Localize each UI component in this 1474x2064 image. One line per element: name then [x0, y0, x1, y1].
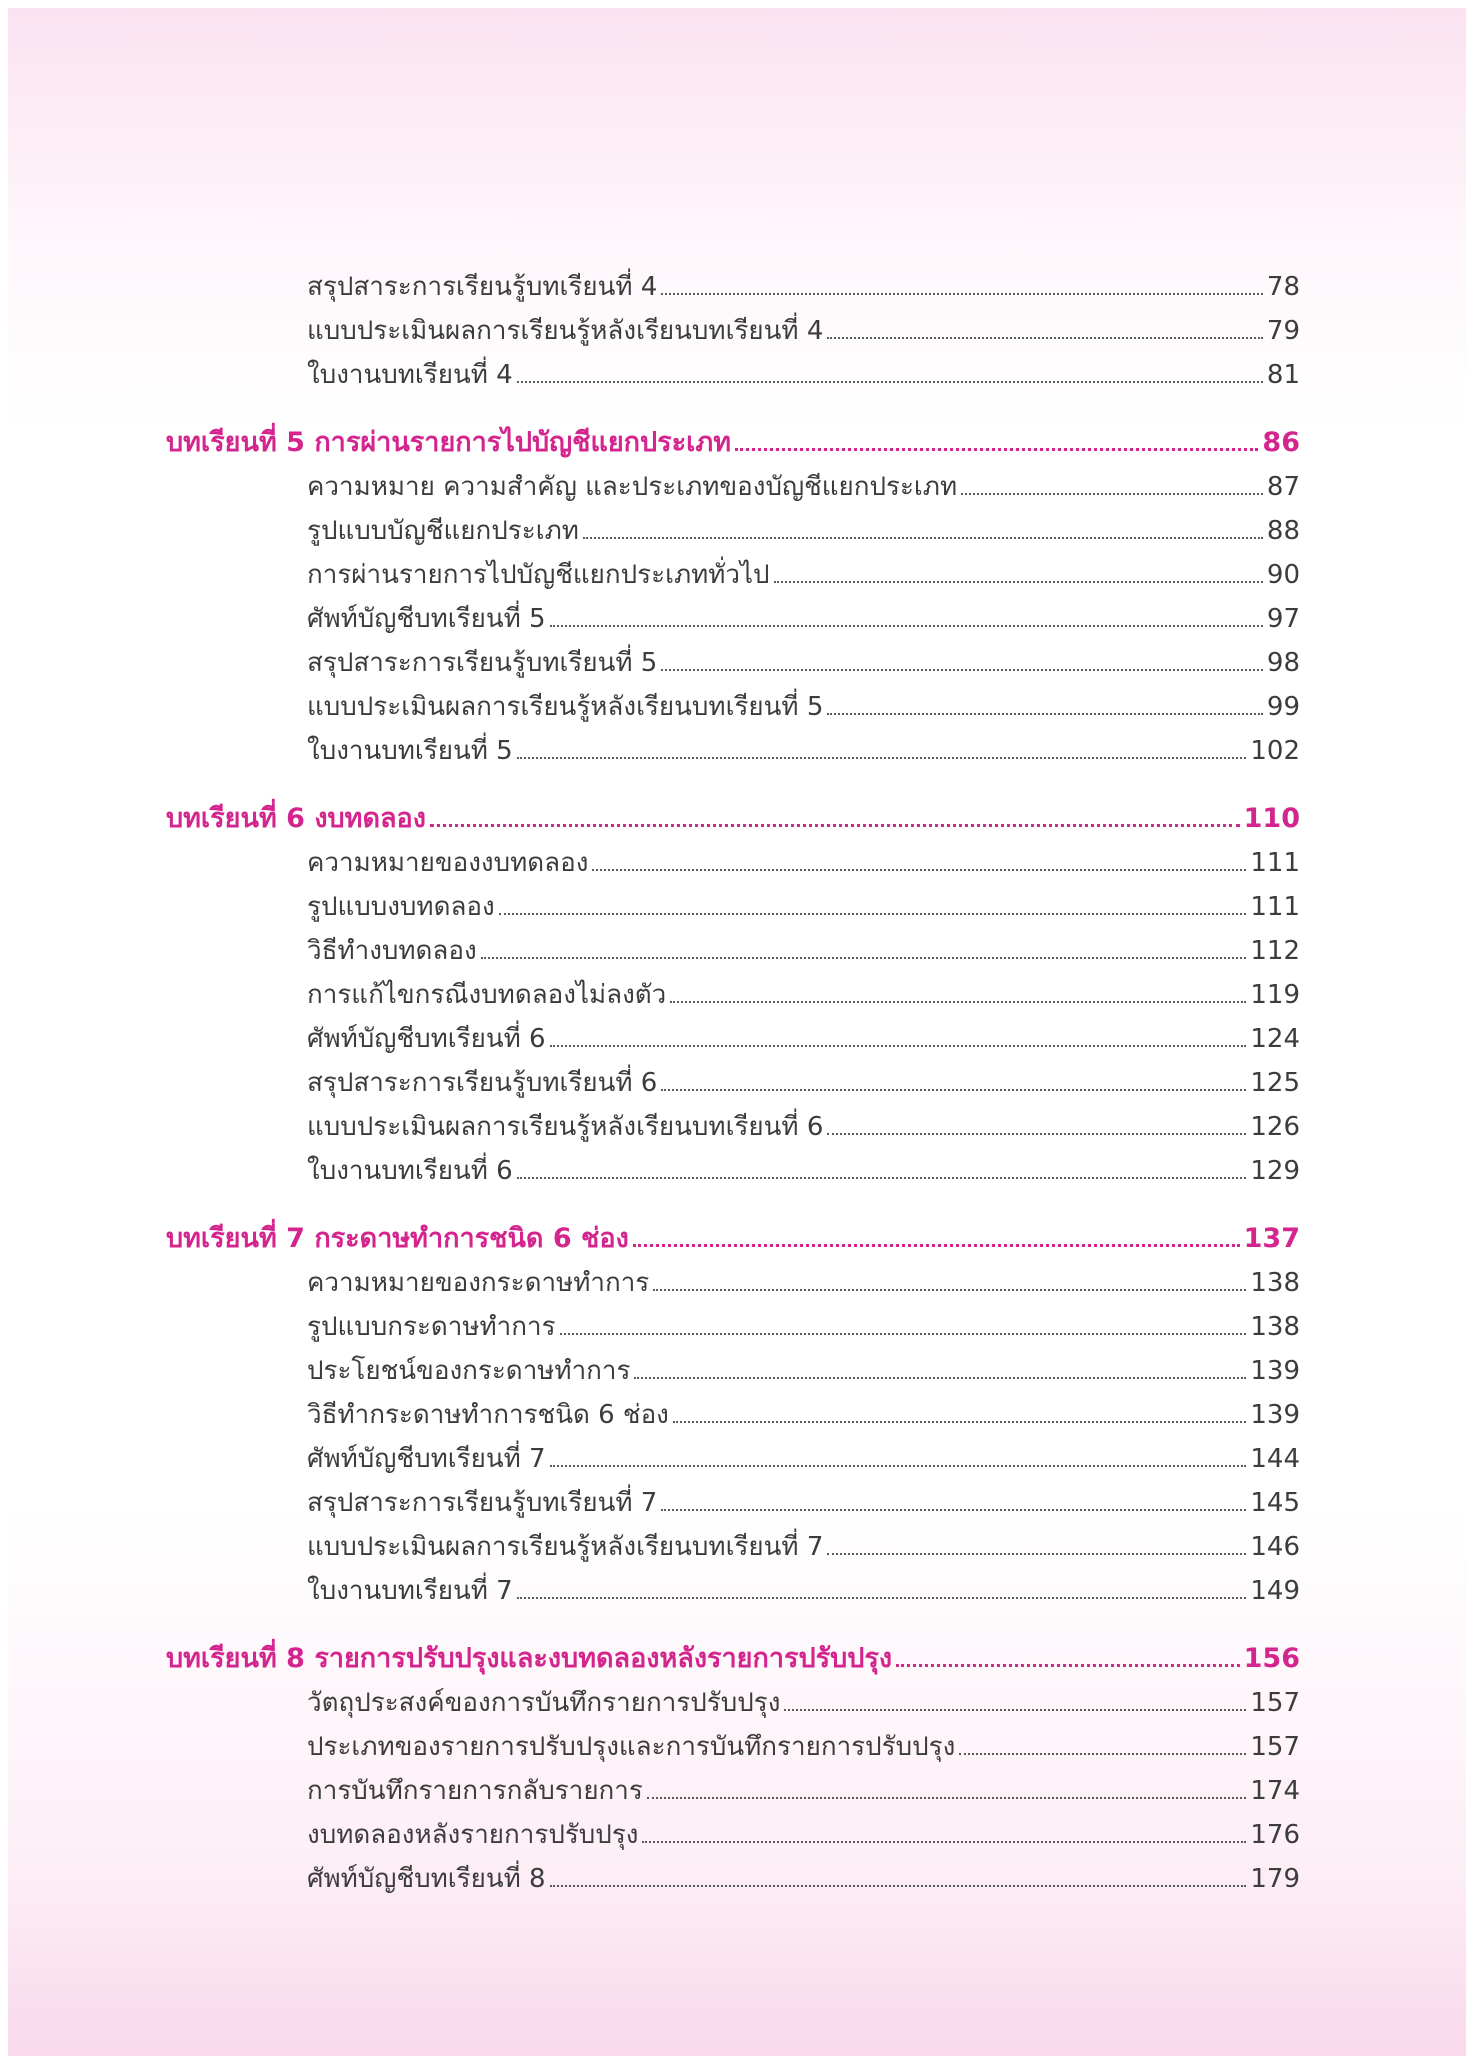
- page-number: 110: [1243, 803, 1300, 834]
- dot-leader: [430, 824, 1240, 827]
- page-number: 79: [1266, 316, 1300, 346]
- page-number: 129: [1250, 1156, 1300, 1186]
- item-title: รูปแบบกระดาษทำการ: [307, 1312, 556, 1342]
- item-title: ความหมาย ความสำคัญ และประเภทของบัญชีแยกประเภท: [307, 472, 958, 502]
- page-number: 119: [1250, 980, 1300, 1010]
- page-number: 124: [1250, 1024, 1300, 1054]
- item-title: งบทดลองหลังรายการปรับปรุง: [307, 1820, 639, 1850]
- item-title: สรุปสาระการเรียนรู้บทเรียนที่ 7: [307, 1488, 658, 1518]
- dot-leader: [961, 493, 1263, 495]
- dot-leader: [647, 1797, 1247, 1799]
- chapter-title: บทเรียนที่ 6 งบทดลอง: [166, 803, 426, 834]
- item-title: แบบประเมินผลการเรียนรู้หลังเรียนบทเรียนที่ 5: [307, 692, 824, 722]
- toc-item-entry[interactable]: [0, 729, 1300, 773]
- toc-item-entry[interactable]: [0, 553, 1300, 597]
- page-number: 145: [1250, 1488, 1300, 1518]
- chapter-title: บทเรียนที่ 7 กระดาษทำการชนิด 6 ช่อง: [166, 1223, 629, 1254]
- page-number: 157: [1250, 1732, 1300, 1762]
- item-title: ศัพท์บัญชีบทเรียนที่ 7: [307, 1444, 546, 1474]
- page-number: 99: [1266, 692, 1300, 722]
- dot-leader: [517, 1177, 1247, 1179]
- toc-item-entry[interactable]: [0, 1769, 1300, 1813]
- dot-leader: [784, 1709, 1246, 1711]
- page-number: 139: [1250, 1400, 1300, 1430]
- page-number: 156: [1243, 1643, 1300, 1674]
- item-title: การบันทึกรายการกลับรายการ: [307, 1776, 643, 1806]
- dot-leader: [959, 1753, 1246, 1755]
- dot-leader: [550, 1885, 1247, 1887]
- page-number: 125: [1250, 1068, 1300, 1098]
- toc-item-entry[interactable]: [0, 309, 1300, 353]
- dot-leader: [896, 1664, 1240, 1667]
- dot-leader: [517, 757, 1247, 759]
- item-title: ประเภทของรายการปรับปรุงและการบันทึกรายการปรับปรุง: [307, 1732, 956, 1762]
- toc-chapter-entry[interactable]: [0, 421, 1300, 465]
- page-number: 157: [1250, 1688, 1300, 1718]
- toc-item-entry[interactable]: [0, 1725, 1300, 1769]
- dot-leader: [827, 337, 1263, 339]
- dot-leader: [633, 1244, 1240, 1247]
- toc-item-entry[interactable]: [0, 1261, 1300, 1305]
- dot-leader: [517, 381, 1263, 383]
- dot-leader: [550, 1045, 1247, 1047]
- item-title: รูปแบบบัญชีแยกประเภท: [307, 516, 579, 546]
- toc-chapter-entry[interactable]: [0, 1637, 1300, 1681]
- toc-item-entry[interactable]: [0, 1481, 1300, 1525]
- dot-leader: [774, 581, 1263, 583]
- toc-item-entry[interactable]: [0, 973, 1300, 1017]
- toc-item-entry[interactable]: [0, 641, 1300, 685]
- dot-leader: [661, 1509, 1246, 1511]
- toc-item-entry[interactable]: [0, 1061, 1300, 1105]
- item-title: สรุปสาระการเรียนรู้บทเรียนที่ 4: [307, 272, 658, 302]
- page-number: 179: [1250, 1864, 1300, 1894]
- item-title: ใบงานบทเรียนที่ 7: [307, 1576, 513, 1606]
- toc-item-entry[interactable]: [0, 841, 1300, 885]
- toc-item-entry[interactable]: [0, 1393, 1300, 1437]
- toc-item-entry[interactable]: [0, 353, 1300, 397]
- page-number: 126: [1250, 1112, 1300, 1142]
- page-number: 90: [1266, 560, 1300, 590]
- dot-leader: [499, 913, 1247, 915]
- dot-leader: [827, 1553, 1246, 1555]
- item-title: การผ่านรายการไปบัญชีแยกประเภททั่วไป: [307, 560, 770, 590]
- dot-leader: [673, 1421, 1246, 1423]
- item-title: แบบประเมินผลการเรียนรู้หลังเรียนบทเรียนที่ 7: [307, 1532, 824, 1562]
- page-number: 88: [1266, 516, 1300, 546]
- toc-item-entry[interactable]: [0, 1349, 1300, 1393]
- chapter-title: บทเรียนที่ 8 รายการปรับปรุงและงบทดลองหลังรายการปรับปรุง: [166, 1643, 893, 1674]
- dot-leader: [592, 869, 1246, 871]
- dot-leader: [670, 1001, 1246, 1003]
- page-number: 138: [1250, 1312, 1300, 1342]
- toc-item-entry[interactable]: [0, 1105, 1300, 1149]
- item-title: ศัพท์บัญชีบทเรียนที่ 8: [307, 1864, 546, 1894]
- page-number: 87: [1266, 472, 1300, 502]
- table-of-contents: [0, 265, 1474, 1901]
- page-number: 98: [1266, 648, 1300, 678]
- item-title: ศัพท์บัญชีบทเรียนที่ 6: [307, 1024, 546, 1054]
- page-number: 86: [1262, 427, 1300, 458]
- dot-leader: [550, 625, 1263, 627]
- toc-item-entry[interactable]: [0, 465, 1300, 509]
- dot-leader: [827, 713, 1263, 715]
- item-title: วิธีทำกระดาษทำการชนิด 6 ช่อง: [307, 1400, 669, 1430]
- page-number: 78: [1266, 272, 1300, 302]
- item-title: วัตถุประสงค์ของการบันทึกรายการปรับปรุง: [307, 1688, 781, 1718]
- toc-item-entry[interactable]: [0, 1857, 1300, 1901]
- item-title: ความหมายของกระดาษทำการ: [307, 1268, 650, 1298]
- page-number: 144: [1250, 1444, 1300, 1474]
- item-title: วิธีทำงบทดลอง: [307, 936, 477, 966]
- page-number: 174: [1250, 1776, 1300, 1806]
- page-number: 111: [1250, 892, 1300, 922]
- page-number: 176: [1250, 1820, 1300, 1850]
- page-number: 112: [1250, 936, 1300, 966]
- toc-item-entry[interactable]: [0, 1437, 1300, 1481]
- item-title: สรุปสาระการเรียนรู้บทเรียนที่ 6: [307, 1068, 658, 1098]
- dot-leader: [735, 448, 1258, 451]
- item-title: ศัพท์บัญชีบทเรียนที่ 5: [307, 604, 546, 634]
- item-title: ความหมายของงบทดลอง: [307, 848, 589, 878]
- toc-item-entry[interactable]: [0, 265, 1300, 309]
- toc-item-entry[interactable]: [0, 1681, 1300, 1725]
- toc-item-entry[interactable]: [0, 885, 1300, 929]
- page-number: 111: [1250, 848, 1300, 878]
- item-title: ใบงานบทเรียนที่ 5: [307, 736, 513, 766]
- dot-leader: [583, 537, 1263, 539]
- page-number: 102: [1250, 736, 1300, 766]
- toc-item-entry[interactable]: [0, 1149, 1300, 1193]
- dot-leader: [481, 957, 1247, 959]
- dot-leader: [661, 293, 1263, 295]
- dot-leader: [827, 1133, 1246, 1135]
- page-number: 138: [1250, 1268, 1300, 1298]
- chapter-title: บทเรียนที่ 5 การผ่านรายการไปบัญชีแยกประเภท: [166, 427, 731, 458]
- page-number: 97: [1266, 604, 1300, 634]
- item-title: ใบงานบทเรียนที่ 4: [307, 360, 513, 390]
- dot-leader: [661, 1089, 1246, 1091]
- toc-item-entry[interactable]: [0, 1813, 1300, 1857]
- item-title: แบบประเมินผลการเรียนรู้หลังเรียนบทเรียนที่ 4: [307, 316, 824, 346]
- toc-item-entry[interactable]: [0, 1569, 1300, 1613]
- dot-leader: [560, 1333, 1247, 1335]
- page-number: 149: [1250, 1576, 1300, 1606]
- toc-chapter-entry[interactable]: [0, 797, 1300, 841]
- toc-item-entry[interactable]: [0, 509, 1300, 553]
- page-number: 81: [1266, 360, 1300, 390]
- dot-leader: [642, 1841, 1246, 1843]
- page-number: 146: [1250, 1532, 1300, 1562]
- dot-leader: [653, 1289, 1246, 1291]
- toc-item-entry[interactable]: [0, 685, 1300, 729]
- toc-item-entry[interactable]: [0, 1305, 1300, 1349]
- item-title: แบบประเมินผลการเรียนรู้หลังเรียนบทเรียนที่ 6: [307, 1112, 824, 1142]
- item-title: รูปแบบงบทดลอง: [307, 892, 495, 922]
- toc-item-entry[interactable]: [0, 597, 1300, 641]
- page-number: 137: [1243, 1223, 1300, 1254]
- item-title: การแก้ไขกรณีงบทดลองไม่ลงตัว: [307, 980, 667, 1010]
- dot-leader: [550, 1465, 1247, 1467]
- page-number: 139: [1250, 1356, 1300, 1386]
- dot-leader: [517, 1597, 1247, 1599]
- item-title: ใบงานบทเรียนที่ 6: [307, 1156, 513, 1186]
- dot-leader: [634, 1377, 1246, 1379]
- dot-leader: [661, 669, 1263, 671]
- toc-chapter-entry[interactable]: [0, 1217, 1300, 1261]
- toc-item-entry[interactable]: [0, 1525, 1300, 1569]
- toc-item-entry[interactable]: [0, 929, 1300, 973]
- item-title: ประโยชน์ของกระดาษทำการ: [307, 1356, 631, 1386]
- item-title: สรุปสาระการเรียนรู้บทเรียนที่ 5: [307, 648, 658, 678]
- toc-item-entry[interactable]: [0, 1017, 1300, 1061]
